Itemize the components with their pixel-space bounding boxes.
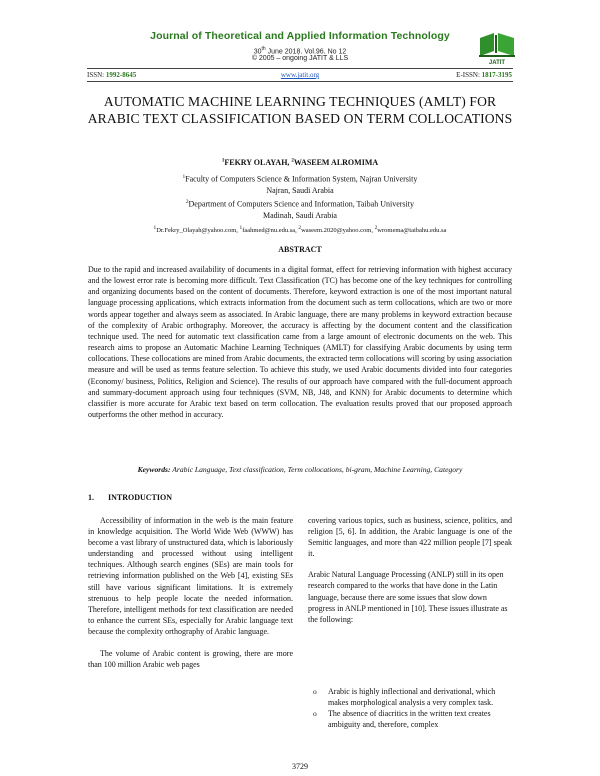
keywords-label: Keywords: [137, 465, 171, 474]
eissn-value: 1817-3195 [481, 71, 512, 79]
affiliation-1-line1: Faculty of Computers Science & Information System, Najran University [185, 174, 418, 184]
author-emails [0, 225, 600, 234]
email-1-sup: 1 [153, 225, 157, 231]
page-number: 3729 [292, 762, 308, 771]
paragraph-3: covering various topics, such as business, science, politics, and religion [5, 6]. In addition, the Arabic language is one of the Semitic languages, and more than 422 million people [7] speak it. [308, 516, 512, 559]
issue-rest: June 2018. Vol.96. No 12 [265, 48, 347, 56]
list-item-text: The absence of diacritics in the written text creates ambiguity and, therefore, complex [328, 709, 491, 730]
issn-label: ISSN: [87, 71, 106, 79]
header-rule-bottom [87, 81, 513, 82]
abstract-heading: ABSTRACT [278, 245, 322, 254]
affiliation-1-line2: Najran, Saudi Arabia [266, 185, 334, 195]
keywords [88, 465, 512, 474]
journal-url-link[interactable]: www.jatit.org [280, 71, 320, 79]
section-heading [88, 493, 172, 502]
email-3[interactable]: waseem.2020@yahoo.com, [301, 227, 375, 235]
section-title: INTRODUCTION [108, 493, 173, 502]
jatit-logo-icon [476, 32, 520, 66]
email-4[interactable]: wromema@taibahu.edu.sa [377, 227, 447, 235]
affiliation-1 [0, 172, 600, 196]
paper-title: AUTOMATIC MACHINE LEARNING TECHNIQUES (AMLT) FOR ARABIC TEXT CLASSIFICATION BASED ON TERM COLLOCATIONS [87, 94, 513, 126]
bullet-icon: o [313, 709, 317, 719]
email-1[interactable]: Dr.Fekry_Olayah@yahoo.com, [156, 227, 240, 235]
journal-title: Journal of Theoretical and Applied Information Technology [150, 30, 450, 42]
issn-value: 1992-8645 [105, 71, 137, 79]
eissn [456, 71, 512, 79]
right-column [308, 515, 512, 625]
issue-day: 30 [253, 48, 262, 56]
email-2-sup: 1 [239, 225, 243, 231]
affiliation-2-sup: 2 [186, 200, 189, 205]
authors [0, 158, 600, 167]
list-item [308, 686, 512, 708]
keywords-list: Arabic Language, Text classification, Term collocations, bi-gram, Machine Learning, Category [170, 465, 463, 474]
paragraph-4: Arabic Natural Language Processing (ANLP) still in its open research compared to the works that have done in the Latin language, because there are some issues that slow down progress in ANLP mentioned in [10]. These issues illustrate as the following: [308, 570, 508, 624]
list-item [308, 708, 512, 730]
affiliation-2-line1: Department of Computers Science and Information, Taibah University [188, 199, 414, 209]
abstract-text: Due to the rapid and increased availability of documents in a digital format, effect for retrieving information with highest accuracy and the lowest error rate is becoming more difficult. Text Classification (TC) has become one of the key techniques for controlling and organizing documents based on the content of documents. Therefore, keyword extraction is one of the most important natural language processing applications, which extracts information from the document such as term collocations, which are two or more words appear together and always seem as associated. In Arabic language, there are many problems in keyword extraction because of the complexity of Arabic orthography. Moreover, the accuracy is affecting by the document content and the classification technique used. The need for automatic text classification came from a large amount of electronic documents on the web. This research aims to propose an Automatic Machine Learning Techniques (AMLT) for classifying Arabic documents by using term collocations. These collocations are mined from Arabic documents, the extracted term collocations will scoring by using association measure and will be used as terms feature selection. To achieve this study, we used Arabic documents divided into four categories (Economy/ business, Politics, Religion and Science). The results of our approach have compared with the full-document approach and summary-document approach using four techniques (SVM, NB, J48, and KNN) for Arabic documents to determine which classifier is more accurate for Arabic text based on term collocation. The evaluation results proved that our proposed approach outperforms the other method in accuracy. [88, 265, 512, 420]
affiliation-2-line2: Madinah, Saudi Arabia [263, 210, 337, 220]
author-2: WASEEM ALROMIMA [293, 158, 379, 167]
logo-text: JATIT [488, 60, 506, 66]
affiliation-2 [0, 197, 600, 221]
issue-suffix: th [261, 46, 266, 52]
bullet-list [308, 686, 512, 730]
bullet-icon: o [313, 687, 317, 696]
author-1: FEKRY OLAYAH, [224, 158, 292, 167]
left-column [88, 515, 293, 670]
paragraph-1: Accessibility of information in the web is the main feature in knowledge acquisition. The World Wide Web (WWW) has become a vast library of unstructured data, which is laboriously understanding and processed without using intelligent techniques. Although search engines (SEs) are main tools for retrieving information published on the Web [4], existing SEs still have various significant limitations. It is extremely strenuous to help people locate the needed information. Therefore, intelligent methods for text classification are needed to enhance the current SEs, especially for Arabic language text because the complexity orthography of Arabic language. [88, 516, 293, 636]
affiliation-1-sup: 1 [182, 175, 186, 180]
paragraph-2: The volume of Arabic content is growing, there are more than 100 million Arabic web pages [88, 649, 293, 670]
section-number: 1. [88, 493, 94, 502]
header-rule-top [87, 68, 513, 69]
email-3-sup: 2 [298, 225, 302, 231]
email-2[interactable]: faahmed@nu.edu.sa, [242, 227, 299, 235]
eissn-label: E-ISSN: [456, 71, 482, 79]
journal-copyright: © 2005 – ongoing JATIT & LLS [251, 55, 349, 62]
author-2-sup: 2 [291, 158, 294, 164]
list-item-text: Arabic is highly inflectional and derivational, which makes morphological analysis a very complex task. [328, 687, 496, 708]
author-1-sup: 1 [221, 158, 225, 164]
email-4-sup: 2 [374, 225, 378, 231]
